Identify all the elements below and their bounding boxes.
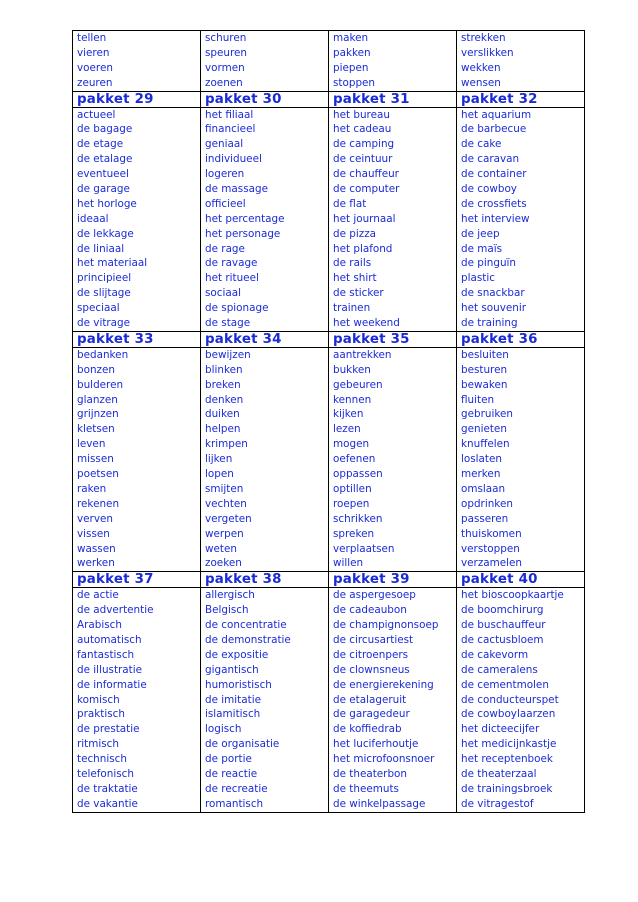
word-column (201, 347, 329, 571)
word-item: de theaterbon (333, 767, 407, 780)
pakket-title: pakket 30 (201, 91, 329, 107)
word-item: de winkelpassage (333, 797, 426, 810)
word-item: wassen (77, 542, 116, 555)
word-item: speuren (205, 46, 248, 59)
word-item: stoppen (333, 76, 376, 89)
word-item: aantrekken (333, 348, 392, 361)
pakket-header-row (73, 572, 585, 588)
word-item: grijnzen (77, 408, 119, 421)
word-item: roepen (333, 497, 370, 510)
word-item: weten (205, 542, 237, 555)
word-item: de vitragestof (461, 797, 534, 810)
word-item: besluiten (461, 348, 509, 361)
word-item: de portie (205, 753, 252, 766)
word-item: de boomchirurg (461, 604, 544, 617)
word-item: de chauffeur (333, 168, 399, 181)
word-item: de cactusbloem (461, 633, 544, 646)
word-item: automatisch (77, 633, 142, 646)
word-item: het plafond (333, 242, 393, 255)
word-item: de organisatie (205, 738, 280, 751)
word-item: allergisch (205, 589, 255, 602)
word-item: spreken (333, 527, 375, 540)
word-item: verslikken (461, 46, 514, 59)
word-item: willen (333, 557, 364, 570)
word-item: het weekend (333, 317, 400, 330)
word-item: omslaan (461, 482, 506, 495)
word-item: kijken (333, 408, 364, 421)
word-item: het filiaal (205, 108, 254, 121)
word-item: voeren (77, 61, 113, 74)
word-item: de maïs (461, 242, 503, 255)
word-item: praktisch (77, 708, 125, 721)
word-item: bonzen (77, 363, 115, 376)
word-item: smijten (205, 482, 244, 495)
word-item: komisch (77, 693, 120, 706)
word-item: het medicijnkastje (461, 738, 557, 751)
word-column (201, 31, 329, 92)
word-item: de cadeaubon (333, 604, 407, 617)
word-item: lezen (333, 423, 361, 436)
word-item: ideaal (77, 212, 109, 225)
word-item: de illustratie (77, 663, 143, 676)
word-item: fluiten (461, 393, 495, 406)
word-item: de champignonsoep (333, 619, 439, 632)
word-item: geniaal (205, 138, 244, 151)
word-item: verven (77, 512, 113, 525)
word-item: de cameralens (461, 663, 538, 676)
word-block-row (73, 347, 585, 571)
word-item: het personage (205, 227, 281, 240)
word-column (201, 588, 329, 812)
word-column (201, 107, 329, 331)
word-item: het luciferhoutje (333, 738, 419, 751)
word-item: thuiskomen (461, 527, 522, 540)
word-item: de cakevorm (461, 648, 529, 661)
word-item: schuren (205, 32, 247, 44)
word-item: de crossfiets (461, 197, 527, 210)
word-item: breken (205, 378, 241, 391)
word-item: het aquarium (461, 108, 532, 121)
word-block-row (73, 31, 585, 92)
word-item: het shirt (333, 272, 377, 285)
pakket-title: pakket 32 (457, 91, 585, 107)
word-item: zoenen (205, 76, 243, 89)
word-item: bewijzen (205, 348, 251, 361)
word-item: maken (333, 32, 369, 44)
word-block-row (73, 107, 585, 331)
pakket-title: pakket 36 (457, 331, 585, 347)
word-item: zoeken (205, 557, 242, 570)
word-item: het dicteecijfer (461, 723, 540, 736)
word-item: de rage (205, 242, 245, 255)
word-item: helpen (205, 423, 241, 436)
word-item: gigantisch (205, 663, 259, 676)
word-item: officieel (205, 197, 246, 210)
word-item: merken (461, 468, 501, 481)
word-item: de cowboylaarzen (461, 708, 556, 721)
word-item: de cowboy (461, 183, 517, 196)
word-item: de traktatie (77, 782, 138, 795)
word-item: de computer (333, 183, 400, 196)
word-item: de demonstratie (205, 633, 291, 646)
word-item: trainen (333, 302, 371, 315)
word-item: bulderen (77, 378, 124, 391)
word-item: humoristisch (205, 678, 272, 691)
word-item: het journaal (333, 212, 396, 225)
word-item: gebruiken (461, 408, 513, 421)
word-item: individueel (205, 153, 262, 166)
word-item: piepen (333, 61, 369, 74)
word-item: de sticker (333, 287, 384, 300)
word-item: wekken (461, 61, 501, 74)
word-item: het receptenboek (461, 753, 553, 766)
word-item: de training (461, 317, 518, 330)
word-item: opdrinken (461, 497, 513, 510)
word-column (329, 31, 457, 92)
word-item: besturen (461, 363, 508, 376)
word-item: de imitatie (205, 693, 261, 706)
word-item: vergeten (205, 512, 252, 525)
word-item: het microfoonsnoer (333, 753, 435, 766)
word-item: eventueel (77, 168, 129, 181)
word-item: de prestatie (77, 723, 140, 736)
word-item: het bioscoopkaartje (461, 589, 564, 602)
word-column (73, 588, 201, 812)
word-item: bedanken (77, 348, 129, 361)
word-item: de concentratie (205, 619, 287, 632)
word-column (457, 347, 585, 571)
word-item: pakken (333, 46, 371, 59)
word-item: de conducteurspet (461, 693, 559, 706)
word-item: de aspergesoep (333, 589, 416, 602)
word-item: financieel (205, 123, 256, 136)
word-item: rekenen (77, 497, 120, 510)
word-item: leven (77, 438, 106, 451)
word-block-row (73, 588, 585, 812)
word-item: vieren (77, 46, 110, 59)
word-item: de rails (333, 257, 372, 270)
word-item: de trainingsbroek (461, 782, 553, 795)
word-item: logeren (205, 168, 245, 181)
word-item: vormen (205, 61, 245, 74)
word-item: de barbecue (461, 123, 527, 136)
word-item: blinken (205, 363, 243, 376)
word-list-table (72, 30, 585, 813)
word-item: werpen (205, 527, 244, 540)
word-item: fantastisch (77, 648, 135, 661)
word-column (73, 107, 201, 331)
word-item: de ceintuur (333, 153, 393, 166)
word-item: verstoppen (461, 542, 520, 555)
pakket-title: pakket 40 (457, 572, 585, 588)
word-item: de pizza (333, 227, 377, 240)
word-item: technisch (77, 753, 127, 766)
word-item: de spionage (205, 302, 269, 315)
word-item: de theaterzaal (461, 767, 537, 780)
word-item: de garage (77, 183, 130, 196)
word-item: de circusartiest (333, 633, 414, 646)
word-item: Belgisch (205, 604, 249, 617)
word-item: de lekkage (77, 227, 134, 240)
word-item: de cake (461, 138, 502, 151)
word-item: poetsen (77, 468, 119, 481)
word-item: schrikken (333, 512, 383, 525)
pakket-title: pakket 29 (73, 91, 201, 107)
word-item: de energierekening (333, 678, 434, 691)
word-item: principieel (77, 272, 132, 285)
word-item: de expositie (205, 648, 269, 661)
word-column (73, 347, 201, 571)
word-item: strekken (461, 32, 506, 44)
word-item: werken (77, 557, 115, 570)
word-item: de citroenpers (333, 648, 409, 661)
word-item: de clownsneus (333, 663, 410, 676)
word-item: optillen (333, 482, 372, 495)
word-item: lopen (205, 468, 234, 481)
word-item: de cementmolen (461, 678, 549, 691)
word-item: de garagedeur (333, 708, 410, 721)
word-item: genieten (461, 423, 507, 436)
word-item: het materiaal (77, 257, 148, 270)
word-item: het souvenir (461, 302, 526, 315)
word-item: tellen (77, 32, 107, 44)
word-item: het interview (461, 212, 530, 225)
word-item: het cadeau (333, 123, 392, 136)
pakket-title: pakket 34 (201, 331, 329, 347)
word-item: de slijtage (77, 287, 131, 300)
word-column (457, 31, 585, 92)
word-item: de etalageruit (333, 693, 407, 706)
word-item: raken (77, 482, 107, 495)
word-item: het percentage (205, 212, 285, 225)
word-item: kennen (333, 393, 372, 406)
word-item: ritmisch (77, 738, 119, 751)
word-column (73, 31, 201, 92)
word-item: gebeuren (333, 378, 383, 391)
word-item: oefenen (333, 453, 376, 466)
word-item: de snackbar (461, 287, 525, 300)
word-item: sociaal (205, 287, 241, 300)
word-item: de massage (205, 183, 268, 196)
pakket-title: pakket 31 (329, 91, 457, 107)
word-item: de informatie (77, 678, 147, 691)
word-item: krimpen (205, 438, 248, 451)
word-item: de caravan (461, 153, 520, 166)
word-item: de etalage (77, 153, 133, 166)
word-item: glanzen (77, 393, 118, 406)
word-item: oppassen (333, 468, 383, 481)
word-item: de container (461, 168, 527, 181)
pakket-header-row (73, 331, 585, 347)
word-item: verplaatsen (333, 542, 395, 555)
word-item: de vakantie (77, 797, 138, 810)
word-item: de actie (77, 589, 119, 602)
word-item: plastic (461, 272, 495, 285)
word-item: de advertentie (77, 604, 154, 617)
pakket-title: pakket 33 (73, 331, 201, 347)
word-item: de etage (77, 138, 124, 151)
pakket-title: pakket 37 (73, 572, 201, 588)
word-item: loslaten (461, 453, 502, 466)
word-item: het ritueel (205, 272, 259, 285)
pakket-header-row (73, 91, 585, 107)
word-item: het horloge (77, 197, 137, 210)
word-item: de stage (205, 317, 251, 330)
pakket-title: pakket 39 (329, 572, 457, 588)
word-item: de reactie (205, 767, 258, 780)
word-item: kletsen (77, 423, 115, 436)
word-item: de recreatie (205, 782, 268, 795)
word-column (329, 588, 457, 812)
word-item: zeuren (77, 76, 113, 89)
word-item: de bagage (77, 123, 133, 136)
word-item: de vitrage (77, 317, 131, 330)
word-column (457, 588, 585, 812)
word-item: bukken (333, 363, 371, 376)
word-item: actueel (77, 108, 116, 121)
pakket-title: pakket 35 (329, 331, 457, 347)
word-item: de flat (333, 197, 367, 210)
pakket-title: pakket 38 (201, 572, 329, 588)
word-item: bewaken (461, 378, 508, 391)
word-item: lijken (205, 453, 233, 466)
word-item: het bureau (333, 108, 390, 121)
word-item: vissen (77, 527, 110, 540)
word-item: de ravage (205, 257, 258, 270)
word-column (329, 107, 457, 331)
word-item: vechten (205, 497, 247, 510)
word-item: telefonisch (77, 767, 134, 780)
word-item: de koffiedrab (333, 723, 402, 736)
word-item: de pinguïn (461, 257, 517, 270)
word-item: mogen (333, 438, 370, 451)
word-column (457, 107, 585, 331)
word-item: romantisch (205, 797, 264, 810)
word-item: verzamelen (461, 557, 523, 570)
word-item: islamitisch (205, 708, 261, 721)
word-item: passeren (461, 512, 509, 525)
word-column (329, 347, 457, 571)
word-item: logisch (205, 723, 242, 736)
word-item: de jeep (461, 227, 500, 240)
word-item: knuffelen (461, 438, 510, 451)
word-item: speciaal (77, 302, 120, 315)
word-item: duiken (205, 408, 240, 421)
word-item: de liniaal (77, 242, 125, 255)
word-item: missen (77, 453, 114, 466)
word-item: de theemuts (333, 782, 399, 795)
word-item: denken (205, 393, 244, 406)
word-item: wensen (461, 76, 501, 89)
word-item: Arabisch (77, 619, 122, 632)
word-item: de buschauffeur (461, 619, 546, 632)
word-item: de camping (333, 138, 395, 151)
